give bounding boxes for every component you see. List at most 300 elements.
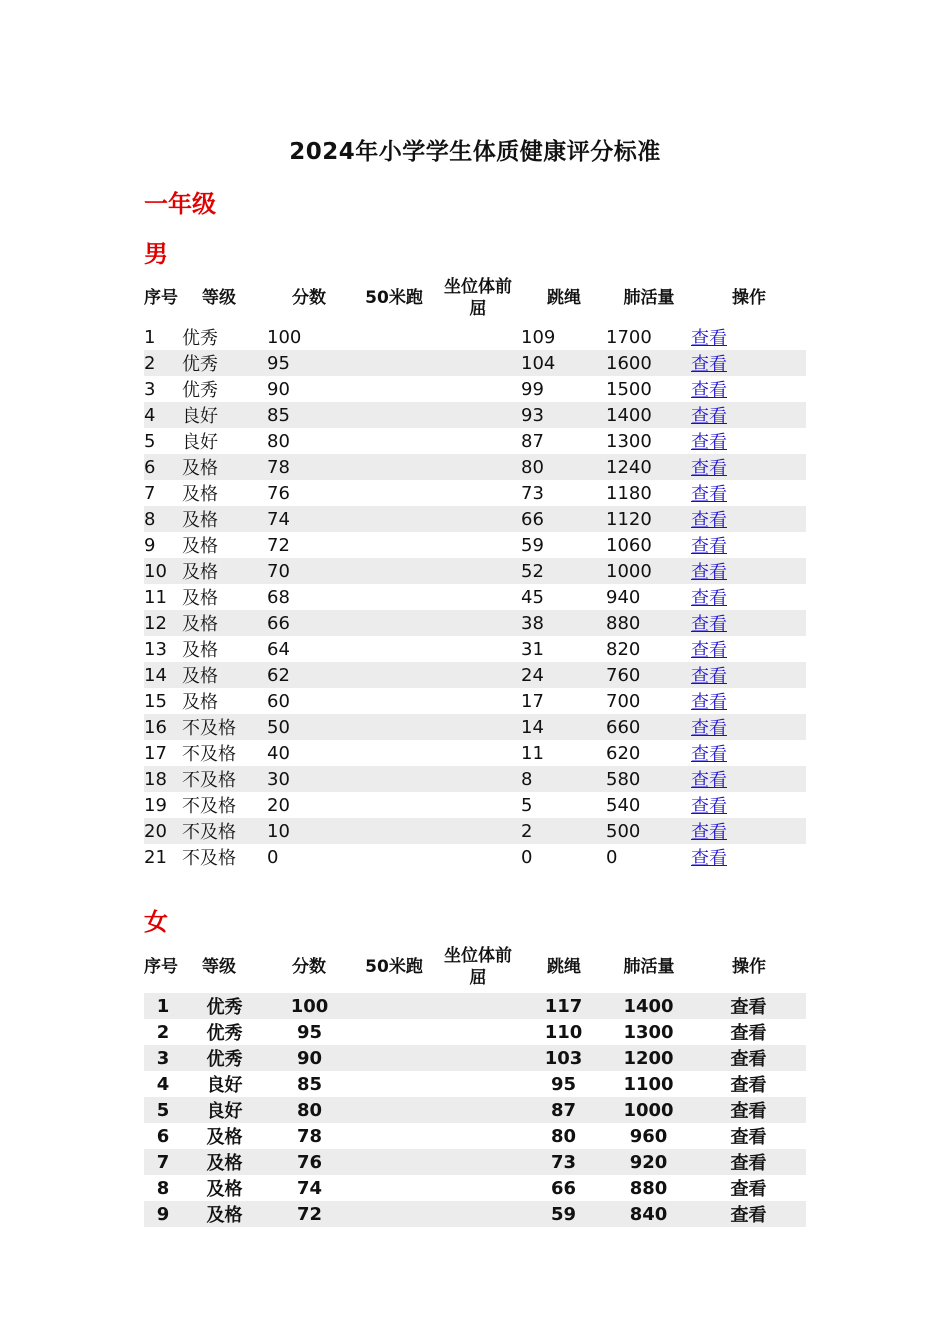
- cell-50m: [352, 480, 436, 506]
- cell-level: 及格: [182, 610, 267, 636]
- cell-rope: 95: [521, 1071, 606, 1097]
- cell-rope: 11: [521, 742, 544, 764]
- view-link[interactable]: 查看: [691, 406, 727, 427]
- table-row: [144, 740, 806, 766]
- boys-table-header: [144, 274, 806, 322]
- cell-sit-reach: [436, 584, 521, 610]
- cell-action: [691, 532, 806, 558]
- cell-level: 良好: [182, 402, 267, 428]
- cell-score: 95: [267, 1019, 352, 1045]
- col-header-action: 操作: [732, 288, 766, 308]
- table-row: [144, 636, 806, 662]
- view-link[interactable]: 查看: [691, 536, 727, 557]
- view-link[interactable]: 查看: [730, 1127, 767, 1148]
- cell-50m: [352, 350, 436, 376]
- cell-sit-reach: [436, 688, 521, 714]
- table-row: [144, 532, 806, 558]
- cell-score: 78: [267, 454, 352, 480]
- view-link[interactable]: 查看: [730, 1049, 767, 1070]
- cell-lung: 660: [606, 714, 691, 740]
- cell-lung: 1240: [606, 454, 691, 480]
- cell-index: 10: [144, 558, 182, 584]
- cell-lung: 580: [606, 766, 691, 792]
- cell-rope: 93: [521, 402, 606, 428]
- cell-level: 良好: [182, 1071, 267, 1097]
- cell-index: 15: [144, 690, 167, 712]
- cell-action: [691, 506, 806, 532]
- cell-level: 及格: [182, 588, 218, 609]
- cell-rope: 87: [521, 1097, 606, 1123]
- cell-action: [691, 1149, 806, 1175]
- view-link[interactable]: 查看: [730, 1023, 767, 1044]
- cell-index: 4: [144, 402, 182, 428]
- cell-index: 8: [144, 1175, 182, 1201]
- cell-lung: 1300: [606, 430, 652, 452]
- table-row: [144, 1071, 806, 1097]
- cell-lung: 500: [606, 818, 691, 844]
- cell-index: 16: [144, 714, 182, 740]
- cell-sit-reach: [436, 1123, 521, 1149]
- girls-table-header: [144, 943, 806, 991]
- cell-sit-reach: [436, 993, 521, 1019]
- cell-score: 40: [267, 742, 290, 764]
- cell-rope: 31: [521, 638, 544, 660]
- cell-50m: [352, 1149, 436, 1175]
- cell-lung: 940: [606, 586, 641, 608]
- table-row: [144, 506, 806, 532]
- cell-score: 95: [267, 350, 352, 376]
- cell-index: 9: [144, 1201, 182, 1227]
- cell-score: 74: [267, 506, 352, 532]
- cell-level: 不及格: [182, 818, 267, 844]
- col-header-score: 分数: [292, 288, 326, 308]
- cell-sit-reach: [436, 1071, 521, 1097]
- cell-50m: [352, 324, 436, 350]
- cell-rope: 99: [521, 378, 544, 400]
- col-header-level: 等级: [202, 957, 236, 977]
- cell-rope: 104: [521, 350, 606, 376]
- cell-sit-reach: [436, 766, 521, 792]
- cell-sit-reach: [436, 402, 521, 428]
- table-row: [144, 1175, 806, 1201]
- cell-level: 良好: [182, 1097, 267, 1123]
- cell-index: 7: [144, 1149, 182, 1175]
- cell-level: 优秀: [182, 350, 267, 376]
- cell-lung: 820: [606, 638, 641, 660]
- cell-lung: 540: [606, 794, 641, 816]
- view-link[interactable]: 查看: [691, 744, 727, 765]
- cell-level: 及格: [182, 1123, 267, 1149]
- table-row: [144, 480, 806, 506]
- cell-lung: 880: [606, 1175, 691, 1201]
- cell-level: 不及格: [182, 848, 236, 869]
- table-row: [144, 454, 806, 480]
- view-link[interactable]: 查看: [691, 588, 727, 609]
- cell-rope: 73: [521, 1149, 606, 1175]
- cell-index: 8: [144, 506, 182, 532]
- view-link[interactable]: 查看: [730, 1101, 767, 1122]
- view-link[interactable]: 查看: [691, 796, 727, 817]
- cell-score: 90: [267, 378, 290, 400]
- col-header-index: 序号: [144, 288, 178, 308]
- cell-lung: 840: [606, 1201, 691, 1227]
- view-link[interactable]: 查看: [691, 562, 727, 583]
- cell-rope: 5: [521, 794, 533, 816]
- cell-score: 64: [267, 638, 290, 660]
- view-link[interactable]: 查看: [691, 848, 727, 869]
- table-row: [144, 350, 806, 376]
- cell-score: 68: [267, 586, 290, 608]
- cell-level: 及格: [182, 506, 267, 532]
- cell-rope: 66: [521, 1175, 606, 1201]
- cell-lung: 1400: [606, 993, 691, 1019]
- col-header-50m: 50米跑: [365, 288, 423, 308]
- cell-index: 3: [144, 1045, 182, 1071]
- cell-action: [691, 1123, 806, 1149]
- cell-lung: 1600: [606, 350, 691, 376]
- cell-level: 不及格: [182, 714, 267, 740]
- view-link[interactable]: 查看: [691, 354, 727, 375]
- cell-50m: [352, 714, 436, 740]
- cell-sit-reach: [436, 480, 521, 506]
- col-header-50m: 50米跑: [365, 957, 423, 977]
- cell-sit-reach: [436, 1045, 521, 1071]
- cell-sit-reach: [436, 1097, 521, 1123]
- view-link[interactable]: 查看: [691, 458, 727, 479]
- cell-score: 30: [267, 766, 352, 792]
- cell-score: 80: [267, 430, 290, 452]
- cell-action: [691, 1071, 806, 1097]
- cell-action: [691, 662, 806, 688]
- view-link[interactable]: 查看: [691, 718, 727, 739]
- cell-level: 及格: [182, 640, 218, 661]
- cell-action: [691, 740, 806, 766]
- cell-action: [691, 376, 806, 402]
- col-header-action: 操作: [732, 957, 766, 977]
- cell-rope: 52: [521, 558, 606, 584]
- cell-50m: [352, 1123, 436, 1149]
- cell-level: 及格: [182, 1175, 267, 1201]
- cell-score: 20: [267, 794, 290, 816]
- cell-lung: 1000: [606, 1097, 691, 1123]
- table-row: [144, 714, 806, 740]
- cell-rope: 59: [521, 1201, 606, 1227]
- cell-rope: 24: [521, 662, 606, 688]
- cell-action: [691, 688, 806, 714]
- cell-score: 80: [267, 1097, 352, 1123]
- cell-index: 5: [144, 1097, 182, 1123]
- cell-rope: 59: [521, 534, 544, 556]
- table-row: [144, 1123, 806, 1149]
- cell-sit-reach: [436, 324, 521, 350]
- cell-50m: [352, 792, 436, 818]
- cell-sit-reach: [436, 844, 521, 870]
- cell-score: 85: [267, 402, 352, 428]
- table-row: [144, 584, 806, 610]
- cell-50m: [352, 610, 436, 636]
- cell-sit-reach: [436, 636, 521, 662]
- table-row: [144, 662, 806, 688]
- table-row: [144, 688, 806, 714]
- cell-lung: 620: [606, 742, 641, 764]
- cell-rope: 87: [521, 430, 544, 452]
- view-link[interactable]: 查看: [691, 484, 727, 505]
- boys-table: [144, 324, 806, 870]
- view-link[interactable]: 查看: [691, 328, 727, 349]
- view-link[interactable]: 查看: [730, 1205, 767, 1226]
- cell-level: 优秀: [182, 993, 267, 1019]
- cell-level: 及格: [182, 1149, 267, 1175]
- cell-index: 17: [144, 742, 167, 764]
- cell-score: 62: [267, 662, 352, 688]
- view-link[interactable]: 查看: [691, 692, 727, 713]
- cell-score: 72: [267, 1201, 352, 1227]
- table-row: [144, 402, 806, 428]
- cell-index: 9: [144, 534, 156, 556]
- cell-level: 优秀: [182, 1045, 267, 1071]
- cell-sit-reach: [436, 558, 521, 584]
- table-row: [144, 1045, 806, 1071]
- cell-lung: 1060: [606, 534, 652, 556]
- view-link[interactable]: 查看: [691, 380, 727, 401]
- cell-score: 60: [267, 690, 290, 712]
- cell-index: 5: [144, 430, 156, 452]
- cell-50m: [352, 766, 436, 792]
- cell-50m: [352, 844, 436, 870]
- cell-50m: [352, 688, 436, 714]
- cell-50m: [352, 428, 436, 454]
- table-row: [144, 844, 806, 870]
- col-header-sit-reach: 坐位体前屈: [444, 946, 512, 988]
- cell-sit-reach: [436, 1149, 521, 1175]
- view-link[interactable]: 查看: [691, 510, 727, 531]
- table-row: [144, 1019, 806, 1045]
- col-header-rope: 跳绳: [547, 957, 581, 977]
- cell-sit-reach: [436, 662, 521, 688]
- girls-table: [144, 993, 806, 1227]
- table-row: [144, 610, 806, 636]
- cell-50m: [352, 584, 436, 610]
- cell-index: 18: [144, 766, 182, 792]
- cell-index: 2: [144, 1019, 182, 1045]
- table-row: [144, 1097, 806, 1123]
- view-link[interactable]: 查看: [691, 614, 727, 635]
- cell-lung: 1120: [606, 506, 691, 532]
- cell-score: 50: [267, 714, 352, 740]
- cell-sit-reach: [436, 714, 521, 740]
- cell-index: 3: [144, 378, 156, 400]
- cell-50m: [352, 1045, 436, 1071]
- cell-level: 及格: [182, 662, 267, 688]
- cell-score: 74: [267, 1175, 352, 1201]
- cell-action: [691, 636, 806, 662]
- cell-index: 19: [144, 794, 167, 816]
- view-link[interactable]: 查看: [691, 432, 727, 453]
- cell-score: 76: [267, 1149, 352, 1175]
- cell-level: 及格: [182, 692, 218, 713]
- cell-score: 10: [267, 818, 352, 844]
- cell-score: 90: [267, 1045, 352, 1071]
- cell-rope: 0: [521, 846, 533, 868]
- table-row: [144, 1149, 806, 1175]
- cell-rope: 66: [521, 506, 606, 532]
- cell-index: 1: [144, 326, 156, 348]
- cell-level: 不及格: [182, 744, 236, 765]
- cell-action: [691, 792, 806, 818]
- cell-action: [691, 610, 806, 636]
- cell-index: 20: [144, 818, 182, 844]
- cell-index: 4: [144, 1071, 182, 1097]
- cell-score: 85: [267, 1071, 352, 1097]
- view-link[interactable]: 查看: [730, 1075, 767, 1096]
- cell-index: 7: [144, 482, 156, 504]
- boys-heading: 男: [144, 240, 168, 268]
- cell-lung: 700: [606, 690, 641, 712]
- table-row: [144, 376, 806, 402]
- cell-index: 1: [144, 993, 182, 1019]
- table-row: [144, 792, 806, 818]
- cell-rope: 80: [521, 1123, 606, 1149]
- cell-50m: [352, 454, 436, 480]
- cell-action: [691, 818, 806, 844]
- cell-rope: 103: [521, 1045, 606, 1071]
- cell-rope: 110: [521, 1019, 606, 1045]
- cell-score: 72: [267, 534, 290, 556]
- cell-action: [691, 402, 806, 428]
- cell-lung: 1300: [606, 1019, 691, 1045]
- cell-50m: [352, 1201, 436, 1227]
- cell-lung: 880: [606, 610, 691, 636]
- cell-index: 6: [144, 454, 182, 480]
- cell-lung: 0: [606, 846, 618, 868]
- cell-score: 76: [267, 482, 290, 504]
- col-header-score: 分数: [292, 957, 326, 977]
- view-link[interactable]: 查看: [691, 640, 727, 661]
- cell-index: 11: [144, 586, 167, 608]
- table-row: [144, 818, 806, 844]
- view-link[interactable]: 查看: [691, 770, 727, 791]
- cell-rope: 117: [521, 993, 606, 1019]
- cell-rope: 17: [521, 690, 544, 712]
- cell-sit-reach: [436, 740, 521, 766]
- cell-lung: 920: [606, 1149, 691, 1175]
- cell-action: [691, 428, 806, 454]
- cell-score: 100: [267, 326, 302, 348]
- col-header-sit-reach: 坐位体前屈: [444, 277, 512, 319]
- table-row: [144, 558, 806, 584]
- cell-score: 100: [267, 993, 352, 1019]
- cell-action: [691, 1019, 806, 1045]
- cell-action: [691, 1045, 806, 1071]
- cell-action: [691, 584, 806, 610]
- cell-50m: [352, 376, 436, 402]
- cell-lung: 1400: [606, 402, 691, 428]
- cell-score: 78: [267, 1123, 352, 1149]
- cell-level: 不及格: [182, 766, 267, 792]
- cell-action: [691, 1097, 806, 1123]
- cell-level: 优秀: [182, 380, 218, 401]
- cell-lung: 1180: [606, 482, 652, 504]
- cell-index: 13: [144, 638, 167, 660]
- col-header-rope: 跳绳: [547, 288, 581, 308]
- cell-sit-reach: [436, 1201, 521, 1227]
- cell-sit-reach: [436, 1019, 521, 1045]
- cell-index: 21: [144, 846, 167, 868]
- cell-index: 2: [144, 350, 182, 376]
- col-header-level: 等级: [202, 288, 236, 308]
- cell-rope: 8: [521, 766, 606, 792]
- cell-level: 优秀: [182, 328, 218, 349]
- cell-50m: [352, 1175, 436, 1201]
- cell-50m: [352, 1097, 436, 1123]
- cell-rope: 109: [521, 326, 556, 348]
- cell-sit-reach: [436, 350, 521, 376]
- cell-action: [691, 454, 806, 480]
- cell-rope: 45: [521, 586, 544, 608]
- cell-sit-reach: [436, 818, 521, 844]
- cell-rope: 2: [521, 818, 606, 844]
- cell-score: 66: [267, 610, 352, 636]
- cell-level: 优秀: [182, 1019, 267, 1045]
- cell-sit-reach: [436, 506, 521, 532]
- girls-heading: 女: [144, 908, 168, 936]
- cell-level: 及格: [182, 558, 267, 584]
- cell-rope: 14: [521, 714, 606, 740]
- cell-index: 14: [144, 662, 182, 688]
- cell-50m: [352, 740, 436, 766]
- cell-50m: [352, 1071, 436, 1097]
- cell-lung: 1700: [606, 326, 652, 348]
- cell-lung: 1100: [606, 1071, 691, 1097]
- cell-lung: 1200: [606, 1045, 691, 1071]
- cell-50m: [352, 558, 436, 584]
- view-link[interactable]: 查看: [730, 1153, 767, 1174]
- grade-heading: 一年级: [144, 190, 216, 218]
- cell-score: 70: [267, 558, 352, 584]
- cell-rope: 80: [521, 454, 606, 480]
- cell-lung: 960: [606, 1123, 691, 1149]
- table-row: [144, 428, 806, 454]
- cell-action: [691, 993, 806, 1019]
- cell-index: 12: [144, 610, 182, 636]
- view-link[interactable]: 查看: [691, 666, 727, 687]
- cell-action: [691, 480, 806, 506]
- cell-action: [691, 558, 806, 584]
- page-title: 2024年小学学生体质健康评分标准: [289, 139, 661, 165]
- cell-50m: [352, 402, 436, 428]
- cell-50m: [352, 993, 436, 1019]
- col-header-index: 序号: [144, 957, 178, 977]
- view-link[interactable]: 查看: [691, 822, 727, 843]
- cell-level: 及格: [182, 1201, 267, 1227]
- cell-action: [691, 1175, 806, 1201]
- view-link[interactable]: 查看: [730, 1179, 767, 1200]
- cell-lung: 1000: [606, 558, 691, 584]
- cell-50m: [352, 1019, 436, 1045]
- cell-50m: [352, 506, 436, 532]
- cell-action: [691, 324, 806, 350]
- cell-sit-reach: [436, 454, 521, 480]
- cell-score: 0: [267, 846, 279, 868]
- cell-action: [691, 1201, 806, 1227]
- cell-50m: [352, 636, 436, 662]
- cell-sit-reach: [436, 792, 521, 818]
- cell-sit-reach: [436, 1175, 521, 1201]
- col-header-lung: 肺活量: [623, 957, 675, 977]
- cell-sit-reach: [436, 376, 521, 402]
- table-row: [144, 1201, 806, 1227]
- view-link[interactable]: 查看: [730, 997, 767, 1018]
